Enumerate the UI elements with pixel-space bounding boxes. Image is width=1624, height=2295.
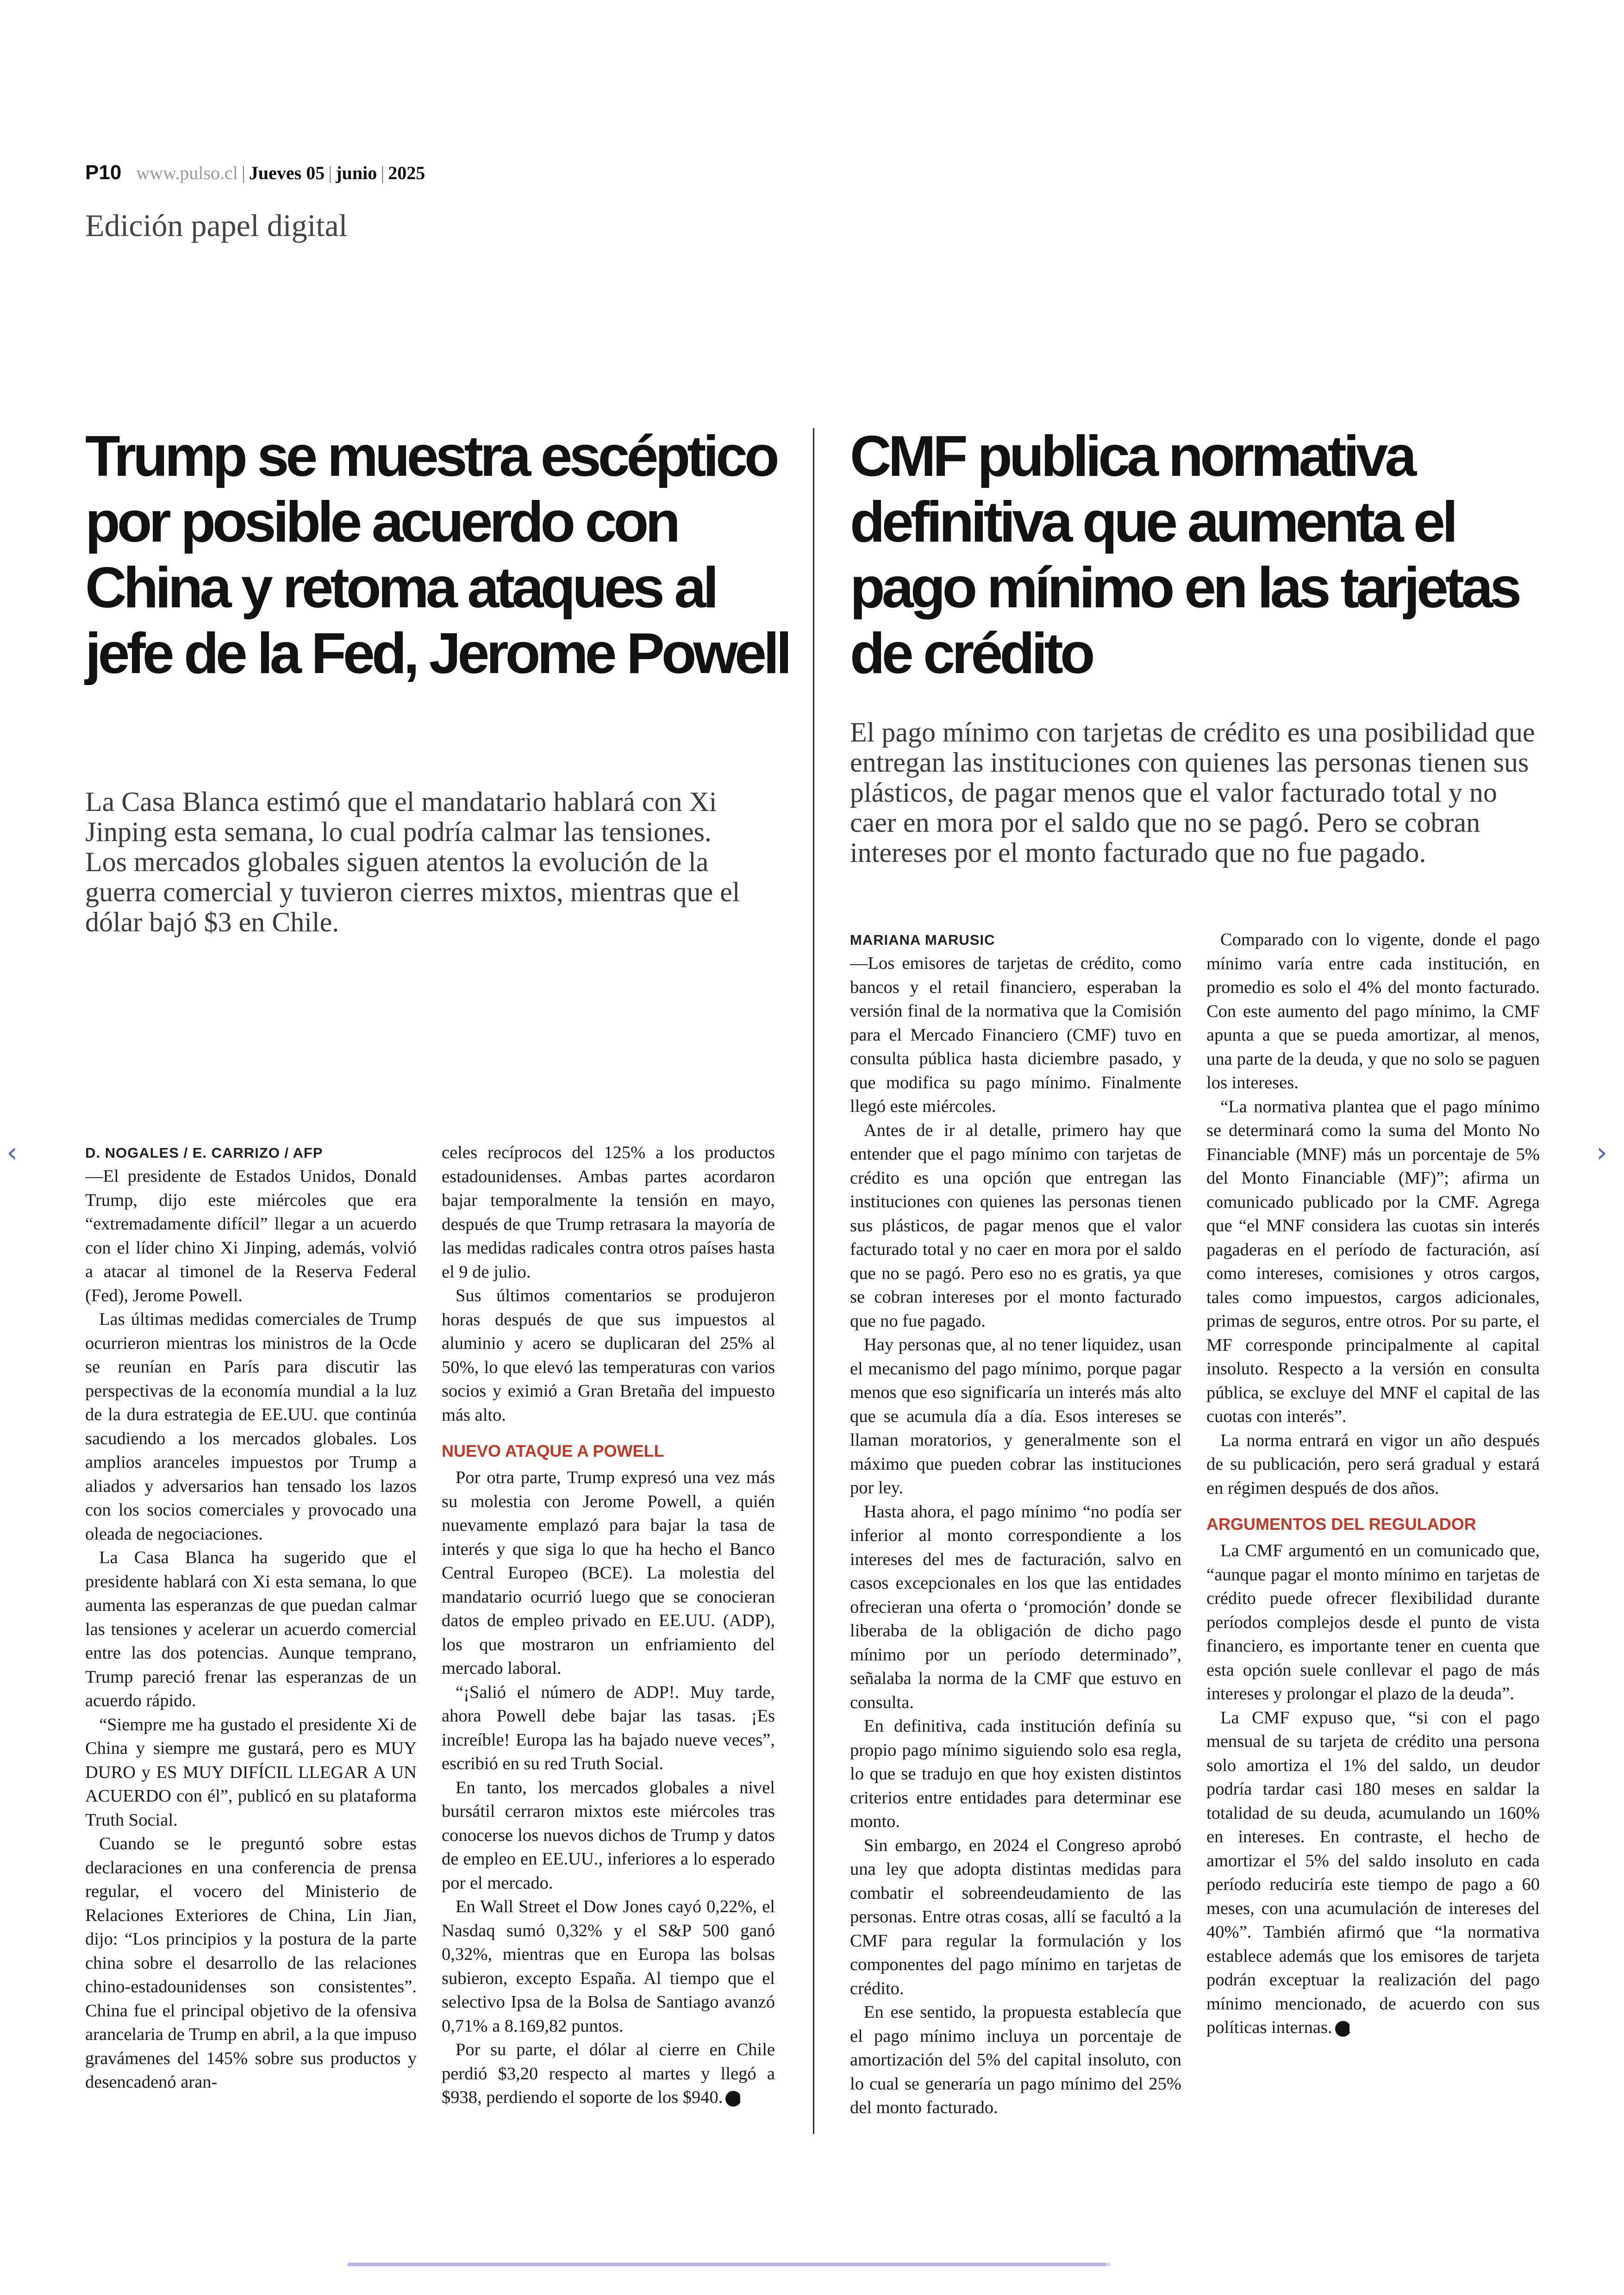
body-paragraph: Comparado con lo vigente, donde el pago mínimo varía entre cada institución, en promedio es solo el 4% del monto facturado. Con este aumento del pago mínimo, la CMF apunta a que se pueda amortizar, al menos, una parte de la deuda, y que no solo se paguen los intereses.	[1206, 930, 1540, 1092]
divider: |	[241, 162, 245, 183]
body-paragraph: La CMF argumentó en un comunicado que, “aunque pagar el monto mínimo en tarjetas de crédito puede ofrecer flexibilidad durante períodos complejos desde el punto de vista financiero, es importante tener en cuenta que esta opción suele conllevar el pago de más intereses y prolongar el plazo de la deuda”.	[1206, 1541, 1540, 1703]
right-article-column-1	[850, 928, 1181, 2120]
body-paragraph-text: La CMF expuso que, “si con el pago mensual de su tarjeta de crédito una persona solo amortiza el 1% del saldo, un deudor podría tardar casi 180 meses en saldar la totalidad de su deuda, acumulando un 160% en intereses. En contraste, el hecho de amortizar el 5% del saldo insoluto en cada período reduciría este tiempo de pago a 60 meses, con una acumulación de intereses del 40%”. También afirmó que “la normativa establece además que los emisores de tarjeta podrán exceptuar la realización del pago mínimo mencionado, de acuerdo con sus políticas internas.	[1206, 1708, 1540, 2037]
site-url[interactable]: www.pulso.cl	[136, 162, 238, 183]
body-paragraph	[1206, 1706, 1540, 2040]
body-paragraph: Antes de ir al detalle, primero hay que entender que el pago mínimo con tarjetas de crédito es una opción que entregan las instituciones con quienes las personas tienen sus plásticos, de pagar menos que el valor facturado total y no caer en mora por el saldo que no se pagó. Pero eso no es gratis, ya que se cobran intereses por el monto facturado que no fue pagado.	[850, 1120, 1181, 1331]
date-weekday: Jueves 05	[249, 162, 325, 183]
left-article-column-1	[85, 1141, 417, 2095]
right-deck: El pago mínimo con tarjetas de crédito es una posibilidad que entregan las instituciones con quienes las personas tienen sus plásticos, de pagar menos que el valor facturado total y no caer en mora por el saldo que no se pagó. Pero se cobran intereses por el monto facturado que no fue pagado.	[850, 717, 1535, 868]
page-number: P10	[85, 161, 122, 184]
left-deck: La Casa Blanca estimó que el mandatario hablará con Xi Jinping esta semana, lo cual podría calmar las tensiones. Los mercados globales siguen atentos la evolución de la guerra comercial y tuvieron cierres mixtos, mientras que el dólar bajó $3 en Chile.	[85, 786, 740, 937]
body-paragraph: Sus últimos comentarios se produjeron horas después de que sus impuestos al aluminio y acero se duplicaran del 25% al 50%, lo que elevó las temperaturas con varios socios y eximió a Gran Bretaña del impuesto más alto.	[442, 1286, 775, 1425]
body-paragraph: “Siempre me ha gustado el presidente Xi de China y siempre me gustará, pero es MUY DURO y ES MUY DIFÍCIL LLEGAR A UN ACUERDO con él”, publicó en su plataforma Truth Social.	[85, 1715, 417, 1830]
page-header	[85, 161, 425, 184]
body-paragraph: Por otra parte, Trump expresó una vez más su molestia con Jerome Powell, a quién nuevamente emplazó para bajar la tasa de interés y que siga lo que ha hecho el Banco Central Europeo (BCE). La molestia del mandatario ocurrió luego que se conocieran datos de empleo privado en EE.UU. (ADP), los que mostraron un enfriamiento del mercado laboral.	[442, 1468, 775, 1678]
body-paragraph: —El presidente de Estados Unidos, Donald Trump, dijo este miércoles que era “extremadamente difícil” llegar a un acuerdo con el líder chino Xi Jinping, además, volvió a atacar al timonel de la Reserva Federal (Fed), Jerome Powell.	[85, 1166, 417, 1305]
body-paragraph: Hay personas que, al no tener liquidez, usan el mecanismo del pago mínimo, porque pagar menos que eso significaría un interés más alto que se acumula día a día. Esos intereses se llaman moratorios, y generalmente son el máximo que pueden cobrar las instituciones por ley.	[850, 1335, 1181, 1497]
left-headline: Trump se muestra escéptico por posible acuerdo con China y retoma ataques al jefe de la Fed, Jerome Powell	[85, 424, 789, 686]
body-paragraph: “¡Salió el número de ADP!. Muy tarde, ahora Powell debe bajar las tasas. ¡Es increíble! Europa las ha bajado nueve veces”, escribió en su red Truth Social.	[442, 1682, 775, 1773]
body-paragraph: Cuando se le preguntó sobre estas declaraciones en una conferencia de prensa regular, el vocero del Ministerio de Relaciones Exteriores de China, Lin Jian, dijo: “Los principios y la postura de la parte china sobre el desarrollo de las relaciones chino-estadounidenses son consistentes”. China fue el principal objetivo de la ofensiva arancelaria de Trump en abril, a la que impuso gravámenes del 145% sobre sus productos y desencadenó aran-	[85, 1834, 417, 2092]
scrollbar-thumb[interactable]	[347, 2263, 1106, 2266]
body-paragraph: En tanto, los mercados globales a nivel bursátil cerraron mixtos este miércoles tras conocerse los nuevos dichos de Trump y datos de empleo en EE.UU., inferiores a lo esperado por el mercado.	[442, 1777, 775, 1893]
body-paragraph: En Wall Street el Dow Jones cayó 0,22%, el Nasdaq sumó 0,32% y el S&P 500 ganó 0,32%, mientras que en Europa las bolsas subieron, excepto España. Al tiempo que el selectivo Ipsa de la Bolsa de Santiago avanzó 0,71% a 8.169,82 puntos.	[442, 1897, 775, 2036]
body-paragraph: celes recíprocos del 125% a los productos estadounidenses. Ambas partes acordaron bajar temporalmente la tensión en mayo, después de que Trump retrasara la mayoría de las medidas radicales contra otros países hasta el 9 de julio.	[442, 1143, 775, 1282]
right-subhead: ARGUMENTOS DEL REGULADOR	[1206, 1515, 1476, 1534]
horizontal-scrollbar[interactable]	[347, 2263, 1111, 2266]
right-byline: MARIANA MARUSIC	[850, 932, 995, 948]
body-paragraph-text: Por su parte, el dólar al cierre en Chile perdió $3,20 respecto al martes y llegó a $938, perdiendo el soporte de los $940.	[442, 2040, 775, 2107]
right-headline: CMF publica normativa definitiva que aumenta el pago mínimo en las tarjetas de crédito	[850, 424, 1519, 686]
previous-page-icon[interactable]: ‹	[6, 1136, 18, 1169]
end-of-article-icon: P	[1335, 2021, 1351, 2037]
body-paragraph: “La normativa plantea que el pago mínimo se determinará como la suma del Monto No Financiable (MNF) más un porcentaje de 5% del Monto Financiable (MF)”; afirma un comunicado publicado por la CMF. Agrega que “el MNF considera las cuotas sin interés pagaderas en el período de facturación, así como intereses, comisiones y otros cargos, tales como impuestos, cargos adicionales, primas de seguros, entre otros. Por su parte, el MF corresponde principalmente al capital insoluto. Respecto a la versión en consulta pública, se excluye del MNF el capital de las cuotas con interés”.	[1206, 1097, 1540, 1426]
body-paragraph: En definitiva, cada institución definía su propio pago mínimo siguiendo solo esa regla, lo que se tradujo en que hoy existen distintos criterios entre entidades para determinar ese monto.	[850, 1716, 1181, 1831]
date-month: junio	[336, 162, 377, 183]
body-paragraph: Hasta ahora, el pago mínimo “no podía ser inferior al monto correspondiente a los intereses del mes de facturación, salvo en casos excepcionales en los que las entidades ofrecieran una oferta o ‘promoción’ donde se liberaba de la obligación de dicho pago mínimo por un período determinado”, señalaba la norma de la CMF que estuvo en consulta.	[850, 1502, 1181, 1712]
body-paragraph	[442, 2038, 775, 2110]
left-subhead: NUEVO ATAQUE A POWELL	[442, 1441, 664, 1460]
left-article-column-2	[442, 1141, 775, 2110]
date-year: 2025	[388, 162, 425, 183]
column-divider	[813, 428, 814, 2134]
divider: |	[381, 162, 385, 183]
body-paragraph: Sin embargo, en 2024 el Congreso aprobó una ley que adopta distintas medidas para combatir el sobreendeudamiento de las personas. Entre otras cosas, allí se facultó a la CMF para regular la formulación y los componentes del pago mínimo en tarjetas de crédito.	[850, 1835, 1181, 1998]
right-article-column-2	[1206, 928, 1540, 2040]
body-paragraph: Las últimas medidas comerciales de Trump ocurrieron mientras los ministros de la Ocde se reunían en París para discutir las perspectivas de la economía mundial a la luz de la dura estrategia de EE.UU. que continúa sacudiendo a los mercados globales. Los amplios aranceles impuestos por Trump a aliados y adversarios han tensado los lazos con los socios comerciales y provocado una oleada de negociaciones.	[85, 1310, 417, 1544]
divider: |	[328, 162, 332, 183]
next-page-icon[interactable]: ›	[1596, 1136, 1607, 1169]
body-paragraph: —Los emisores de tarjetas de crédito, como bancos y el retail financiero, esperaban la versión final de la normativa que la Comisión para el Mercado Financiero (CMF) tuvo en consulta pública hasta diciembre pasado, y que modifica su pago mínimo. Finalmente llegó este miércoles.	[850, 954, 1181, 1116]
end-of-article-icon: P	[725, 2091, 741, 2107]
body-paragraph: La Casa Blanca ha sugerido que el presidente hablará con Xi esta semana, lo que aumenta las esperanzas de que puedan calmar las tensiones y acelerar un acuerdo comercial entre las dos potencias. Aunque temprano, Trump pareció frenar las esperanzas de un acuerdo rápido.	[85, 1548, 417, 1710]
body-paragraph: La norma entrará en vigor un año después de su publicación, pero será gradual y estará en régimen después de dos años.	[1206, 1430, 1540, 1498]
edition-label: Edición papel digital	[85, 208, 348, 243]
body-paragraph: En ese sentido, la propuesta establecía que el pago mínimo incluya un porcentaje de amortización del 5% del capital insoluto, con lo cual se generaría un pago mínimo del 25% del monto facturado.	[850, 2002, 1181, 2117]
left-byline: D. NOGALES / E. CARRIZO / AFP	[85, 1145, 323, 1161]
